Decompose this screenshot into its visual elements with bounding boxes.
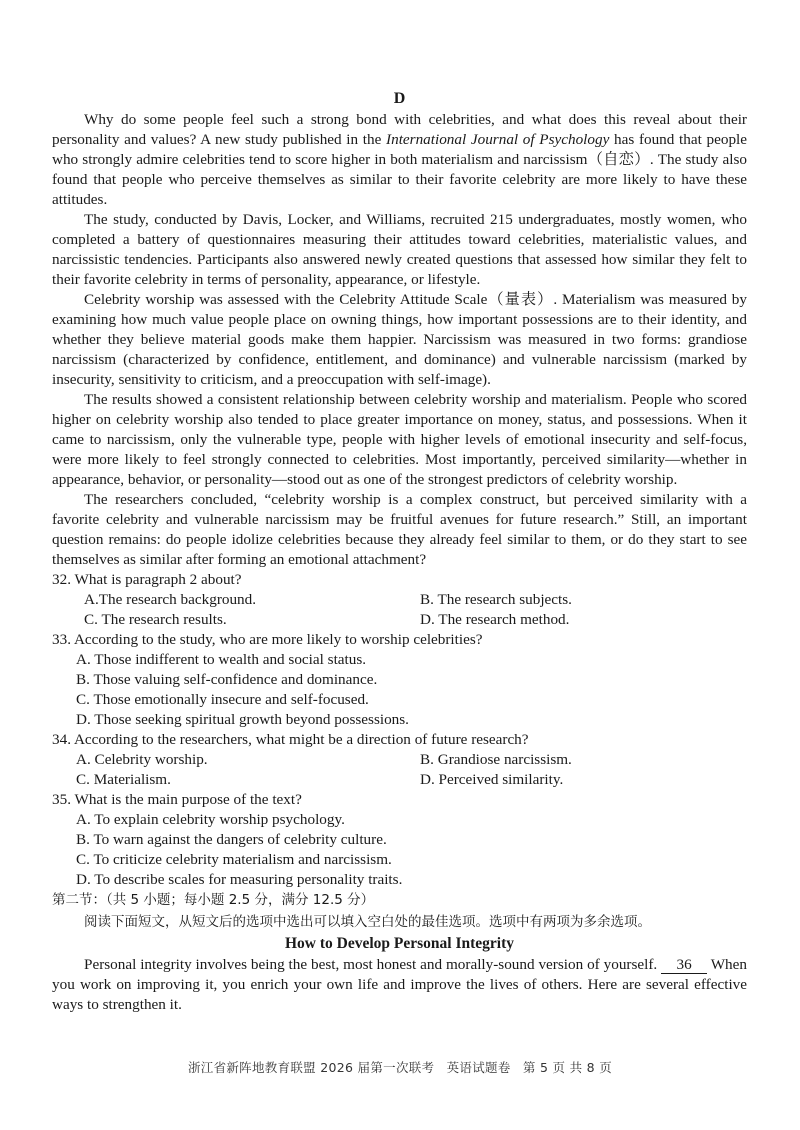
- option-b[interactable]: B. Those valuing self-confidence and dominance.: [76, 671, 378, 688]
- question-stem: 35. What is the main purpose of the text?: [52, 791, 302, 808]
- option-a[interactable]: A.The research background.: [84, 591, 257, 608]
- section2-header: 第二节：（共 5 小题；每小题 2.5 分，满分 12.5 分）: [52, 892, 375, 908]
- page-footer: [0, 1058, 800, 1076]
- s2-text-end: When you work on improving it, you enrich your own life and improve the lives of others. Here are several effective ways to strengthen it.: [52, 956, 747, 1013]
- question-32: [52, 570, 747, 630]
- option-a[interactable]: A. Those indifferent to wealth and social status.: [76, 651, 367, 668]
- p1-text-start: Why do some people feel such a strong bond with celebrities, and what does this reveal about their personality and values? A new study published in the: [52, 111, 747, 148]
- option-a[interactable]: A. Celebrity worship.: [76, 751, 208, 768]
- option-c[interactable]: C. To criticize celebrity materialism and narcissism.: [76, 851, 392, 868]
- option-d[interactable]: D. To describe scales for measuring personality traits.: [76, 871, 403, 888]
- question-stem: 32. What is paragraph 2 about?: [52, 571, 242, 588]
- footer-exam-name: 浙江省新阵地教育联盟 2026 届第一次联考: [187, 1060, 435, 1075]
- passage-paragraph-1: [52, 110, 747, 210]
- option-c[interactable]: C. Those emotionally insecure and self-focused.: [76, 691, 369, 708]
- option-d[interactable]: D. Perceived similarity.: [420, 771, 564, 788]
- passage-paragraph-5: The researchers concluded, “celebrity worship is a complex construct, but perceived similarity with a favorite celebrity and vulnerable narcissism may be fruitful avenues for future research.” Still, an important question remains: do people idolize celebrities because they already feel similar to them, or do they start to see themselves as similar after forming an emotional attachment?: [52, 491, 747, 568]
- options: [52, 590, 747, 630]
- options: [52, 750, 747, 790]
- question-stem: 33. According to the study, who are more likely to worship celebrities?: [52, 631, 483, 648]
- option-c[interactable]: C. Materialism.: [76, 771, 171, 788]
- option-c[interactable]: C. The research results.: [84, 611, 227, 628]
- passage-paragraph-4: The results showed a consistent relationship between celebrity worship and materialism. People who scored higher on celebrity worship also tended to place greater importance on money, status, and possessions. When it came to narcissism, only the vulnerable type, people with higher levels of emotional insecurity and self-focus, were more likely to feel strongly connected to celebrities. Most importantly, perceived similarity—whether in appearance, behavior, or personality—stood out as one of the strongest predictors of celebrity worship.: [52, 391, 747, 488]
- option-a[interactable]: A. To explain celebrity worship psychology.: [76, 811, 345, 828]
- section-heading: D: [393, 90, 406, 107]
- option-b[interactable]: B. The research subjects.: [420, 591, 572, 608]
- question-34: [52, 730, 747, 790]
- passage-title: How to Develop Personal Integrity: [284, 935, 515, 952]
- option-d[interactable]: D. Those seeking spiritual growth beyond possessions.: [76, 711, 409, 728]
- option-b[interactable]: B. To warn against the dangers of celebrity culture.: [76, 831, 387, 848]
- blank-36[interactable]: 36: [661, 957, 707, 974]
- question-35: [52, 790, 747, 890]
- section2-instructions: 阅读下面短文，从短文后的选项中选出可以填入空白处的最佳选项。选项中有两项为多余选项。: [84, 914, 651, 930]
- footer-page-info: 第 5 页 共 8 页: [522, 1060, 612, 1075]
- section2-paragraph-1: [52, 955, 747, 1015]
- option-b[interactable]: B. Grandiose narcissism.: [420, 751, 572, 768]
- s2-text-start: Personal integrity involves being the best, most honest and morally-sound version of yourself.: [84, 956, 662, 973]
- options: [52, 650, 747, 730]
- passage-paragraph-2: The study, conducted by Davis, Locker, and Williams, recruited 215 undergraduates, mostly women, who completed a battery of questionnaires measuring their attitudes toward celebrities, materialistic values, and narcissistic tendencies. Participants also answered newly created questions that assessed how similar they felt to their favorite celebrity in terms of personality, appearance, or lifestyle.: [52, 211, 747, 288]
- journal-name: International Journal of Psychology: [386, 131, 610, 148]
- options: [52, 810, 747, 890]
- option-d[interactable]: D. The research method.: [420, 611, 570, 628]
- footer-subject: 英语试题卷: [446, 1060, 511, 1075]
- question-33: [52, 630, 747, 730]
- question-stem: 34. According to the researchers, what might be a direction of future research?: [52, 731, 529, 748]
- exam-page: [52, 88, 747, 1015]
- p1-text-end: has found that people who strongly admire celebrities tend to score higher in both materialism and narcissism（自恋）. The study also found that people who perceive themselves as similar to their favorite celebrity are more likely to have these attitudes.: [52, 131, 748, 208]
- passage-paragraph-3: Celebrity worship was assessed with the Celebrity Attitude Scale（量表）. Materialism was measured by examining how much value people place on owning things, how important possessions are to their identity, and whether they believe material goods make them happier. Narcissism was measured in two forms: grandiose narcissism (characterized by confidence, entitlement, and dominance) and vulnerable narcissism (marked by insecurity, sensitivity to criticism, and a preoccupation with self-image).: [52, 291, 747, 388]
